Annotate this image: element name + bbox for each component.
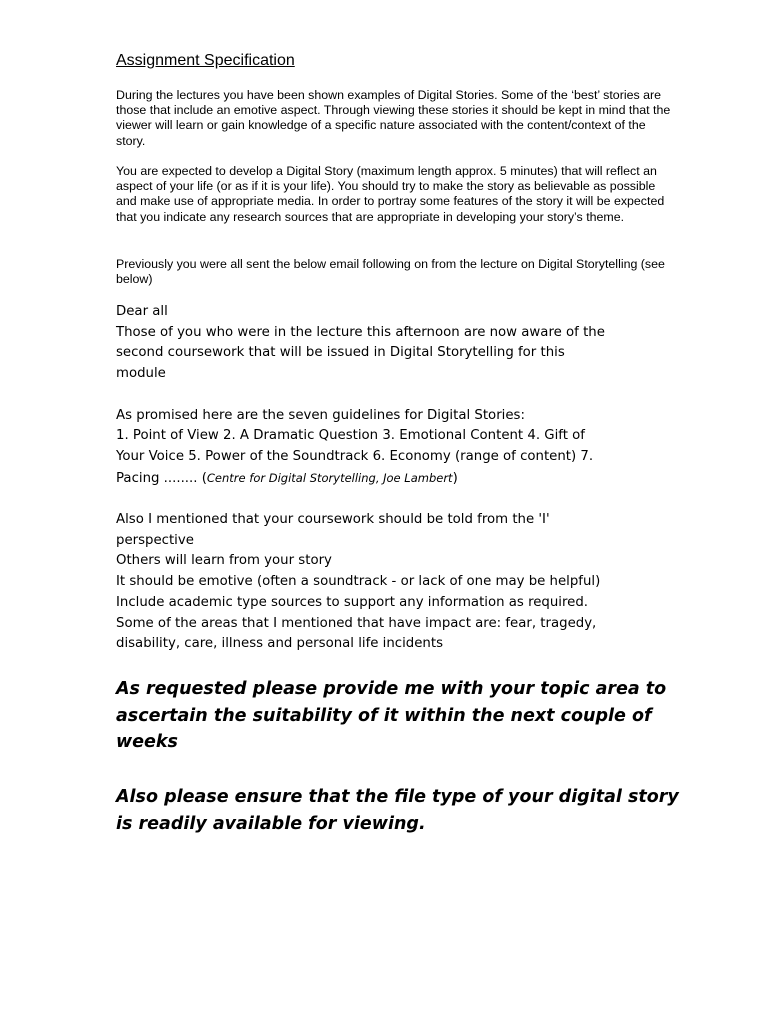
email-intro-line: module: [116, 366, 166, 382]
spacer: [116, 489, 676, 510]
email-intro-line: second coursework that will be issued in Digital Storytelling for this: [116, 345, 565, 361]
topic-request-line: ascertain the suitability of it within the next couple of: [116, 705, 652, 726]
filetype-request-block: [116, 784, 679, 837]
email-reference-paragraph: Previously you were all sent the below email following on from the lecture on Digital Storytelling (see below): [116, 257, 665, 287]
intro-paragraph: During the lectures you have been shown examples of Digital Stories. Some of the ‘best’ stories are those that include an emotive aspect. Through viewing these stories it should be kept in mind that the viewer will learn or gain knowledge of a specific nature associated with the content/context of the story.: [116, 88, 671, 148]
filetype-request-line: is readily available for viewing.: [116, 813, 426, 834]
email-body: [116, 302, 676, 655]
note-line: It should be emotive (often a soundtrack - or lack of one may be helpful): [116, 574, 601, 590]
spacer: [116, 385, 676, 406]
topic-request-block: [116, 676, 676, 756]
note-line: Some of the areas that I mentioned that have impact are: fear, tragedy,: [116, 615, 597, 631]
citation: Centre for Digital Storytelling, Joe Lambert: [206, 470, 453, 485]
topic-request-line: As requested please provide me with your topic area to: [116, 679, 667, 699]
filetype-request-line: Also please ensure that the file type of your digital story: [116, 787, 679, 807]
note-line: disability, care, illness and personal life incidents: [116, 636, 443, 652]
note-line: Others will learn from your story: [116, 553, 332, 569]
topic-request-line: weeks: [116, 732, 178, 752]
email-intro-line: Those of you who were in the lecture this afternoon are now aware of the: [116, 324, 605, 340]
note-line: Also I mentioned that your coursework should be told from the 'I': [116, 512, 550, 527]
guidelines-pacing-line: [116, 468, 676, 490]
note-line: perspective: [116, 532, 194, 548]
pacing-text: Pacing ........ (: [116, 470, 207, 486]
citation-close: ): [452, 470, 458, 486]
task-paragraph: You are expected to develop a Digital Story (maximum length approx. 5 minutes) that will reflect an aspect of your life (or as if it is your life). You should try to make the story as believable as possible and make use of appropriate media. In order to portray some features of the story it will be expected that you indicate any research sources that are appropriate in developing your story’s theme.: [116, 164, 665, 224]
note-line: Include academic type sources to support any information as required.: [116, 594, 589, 610]
email-greeting: Dear all: [116, 304, 168, 319]
page-title: Assignment Specification: [116, 52, 295, 69]
guidelines-line: 1. Point of View 2. A Dramatic Question 3. Emotional Content 4. Gift of: [116, 428, 585, 444]
guidelines-line: Your Voice 5. Power of the Soundtrack 6. Economy (range of content) 7.: [116, 448, 594, 464]
guidelines-heading: As promised here are the seven guidelines for Digital Stories:: [116, 407, 525, 423]
